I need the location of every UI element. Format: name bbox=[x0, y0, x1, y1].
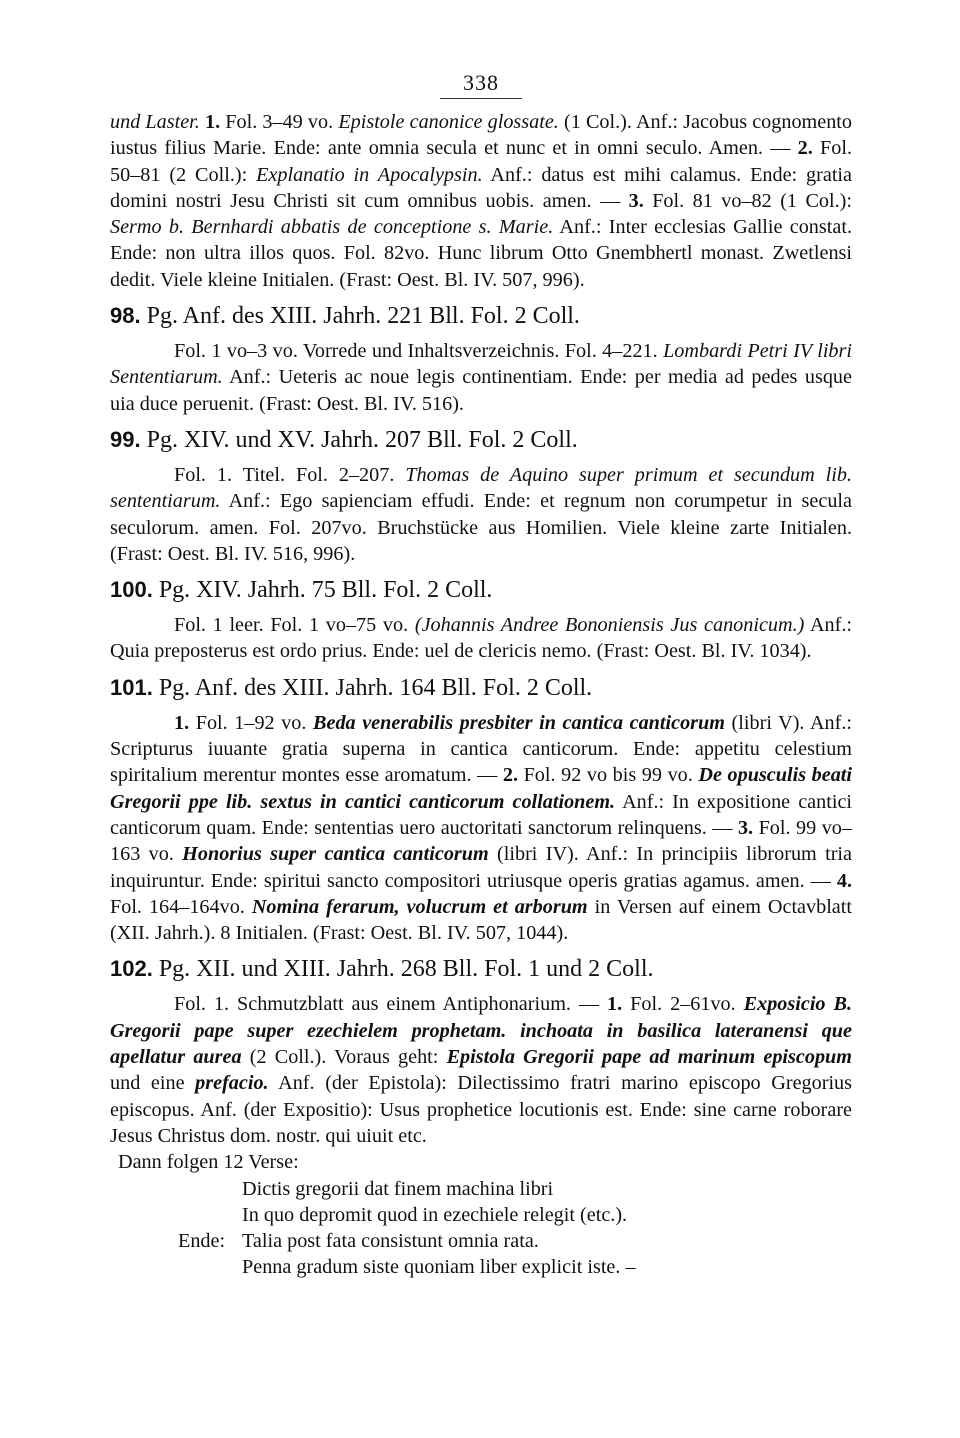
text-segment: De opusculis beati Gregorii ppe lib. sextus in cantici canticorum collationem. bbox=[110, 764, 853, 813]
text-segment: Exposicio B. Gregorii pape super ezechielem prophetam. inchoata in basilica lateranensi que apellatur aurea bbox=[110, 993, 852, 1069]
text-segment: Anf.: datus est mihi calamus. Ende: gratia domini nostri Jesu Christi sit cum omnibus uobis. amen. — bbox=[110, 163, 853, 212]
entry-heading-text: Pg. Anf. des XIII. Jahrh. 164 Bll. Fol. 2 Coll. bbox=[158, 674, 593, 701]
text-segment: Epistola Gregorii pape ad marinum episcopum bbox=[446, 1046, 852, 1069]
entry-description bbox=[110, 710, 852, 947]
text-segment: und Laster. bbox=[110, 111, 200, 133]
text-segment: 2. bbox=[502, 764, 518, 787]
text-segment: Fol. 50–81 (2 Coll.): bbox=[110, 137, 852, 186]
text-segment: Fol. 81 vo–82 (1 Col.): bbox=[643, 189, 853, 212]
text-segment: Fol. 2–61vo. bbox=[622, 993, 744, 1016]
entry-number: 102. bbox=[110, 956, 153, 982]
text-segment: 2. bbox=[797, 137, 813, 160]
book-page bbox=[110, 70, 852, 1281]
text-segment: Nomina ferarum, volucrum et arborum bbox=[251, 895, 588, 918]
entry-heading bbox=[110, 301, 852, 331]
text-segment: Fol. 1. Schmutzblatt aus einem Antiphonarium. — bbox=[174, 993, 608, 1016]
entry-100 bbox=[110, 575, 852, 665]
verse-line: Penna gradum siste quoniam liber explicit iste. – bbox=[242, 1256, 636, 1279]
text-segment: (Johannis Andree Bononiensis Jus canonicum.) bbox=[414, 614, 805, 637]
entry-98 bbox=[110, 301, 852, 417]
verse-line: In quo depromit quod in ezechiele relegit (etc.). bbox=[242, 1203, 628, 1226]
entry-number: 101. bbox=[110, 674, 153, 700]
text-segment: Fol. 92 vo bis 99 vo. bbox=[518, 764, 699, 787]
entry-description bbox=[110, 612, 852, 665]
text-segment: Anf.: Ueteris ac noue legis continentiam. Ende: per media ad pedes usque uia duce peruenit. (Frast: Oest. Bl. IV. 516). bbox=[110, 366, 852, 415]
text-segment: (1 Col.). Anf.: Jacobus cognomento iustus filius Marie. Ende: ante omnia secula et nunc et in omni seculo. Amen. — bbox=[110, 111, 853, 160]
ende-verse-line bbox=[110, 1228, 852, 1254]
verse-line: Dictis gregorii dat finem machina libri bbox=[242, 1177, 554, 1200]
entry-description bbox=[110, 991, 852, 1149]
text-segment: (libri V). Anf.: Scripturus iuuante gratia superna in cantica canticorum. Ende: appetitu celestium spiritalium merentur montes esse aromatum. — bbox=[110, 711, 852, 787]
text-segment: 1. bbox=[607, 993, 623, 1016]
text-segment: 3. bbox=[737, 816, 754, 839]
text-segment: Honorius super cantica canticorum bbox=[182, 843, 489, 866]
text-segment: Fol. 164–164vo. bbox=[110, 895, 252, 918]
text-segment: Sermo b. Bernhardi abbatis de conceptione s. Marie. bbox=[110, 216, 554, 239]
entry-number: 99. bbox=[110, 426, 141, 452]
text-segment: Anf.: Inter ecclesias Gallie constat. Ende: non ultra illos quos. Fol. 82vo. Hunc librum Otto Gnembhertl monast. Zwetlensi dedit. Viele kleine Initialen. (Frast: Oest. Bl. IV. 507, 996). bbox=[110, 216, 852, 291]
entry-number: 100. bbox=[110, 577, 153, 603]
text-segment: und eine bbox=[110, 1072, 196, 1095]
text-segment: Epistole canonice glossate. bbox=[338, 111, 559, 133]
text-segment: Lombardi Petri IV libri Sententiarum. bbox=[110, 340, 852, 389]
text-segment: Thomas de Aquino super primum et secundum lib. sententiarum. bbox=[110, 463, 852, 513]
text-segment: 1. bbox=[205, 111, 221, 133]
text-segment: 4. bbox=[836, 869, 852, 892]
text-segment: (libri IV). Anf.: In principiis librorum tria inquiruntur. Ende: spiritui sancto compositori utriusque operis gratias agamus. amen. — bbox=[110, 843, 852, 892]
entry-102 bbox=[110, 954, 852, 1280]
text-segment: Fol. 1 vo–3 vo. Vorrede und Inhaltsverzeichnis. Fol. 4–221. bbox=[174, 340, 664, 363]
text-segment: Explanatio in Apocalypsin. bbox=[256, 163, 483, 186]
entry-description bbox=[110, 462, 852, 567]
entry-heading bbox=[110, 575, 852, 605]
ende-label: Ende: bbox=[178, 1230, 226, 1253]
text-segment: Anf.: In expositione cantici canticorum quam. Ende: sententias uero auctoritati sanctorum relinquens. — bbox=[110, 790, 853, 839]
text-segment: Anf. (der Epistola): Dilectissimo fratri marino episcopo Gregorius episcopus. Anf. (der Expositio): Usus prophetice locutionis est. Ende: sine carne roborare Jesus Christus dom. nostr. qui uiuit etc. bbox=[110, 1072, 853, 1147]
text-segment: Fol. 1. Titel. Fol. 2–207. bbox=[174, 463, 406, 486]
entry-heading-text: Pg. XIV. und XV. Jahrh. 207 Bll. Fol. 2 Coll. bbox=[146, 426, 578, 453]
entry-heading-text: Pg. Anf. des XIII. Jahrh. 221 Bll. Fol. 2 Coll. bbox=[146, 303, 580, 330]
entry-heading bbox=[110, 425, 852, 455]
entry-heading bbox=[110, 954, 852, 984]
entry-heading-text: Pg. XIV. Jahrh. 75 Bll. Fol. 2 Coll. bbox=[158, 577, 493, 604]
entry-heading bbox=[110, 673, 852, 703]
entry-heading-text: Pg. XII. und XIII. Jahrh. 268 Bll. Fol. 1 und 2 Coll. bbox=[158, 956, 654, 983]
text-segment: Fol. 1–92 vo. bbox=[189, 711, 314, 734]
text-segment: in Versen auf einem Octavblatt (XII. Jahrh.). 8 Initialen. (Frast: Oest. Bl. IV. 507, 1044). bbox=[110, 895, 852, 945]
text-segment: 3. bbox=[628, 189, 644, 212]
verse-intro: Dann folgen 12 Verse: bbox=[118, 1151, 299, 1174]
text-segment: Beda venerabilis presbiter in cantica canticorum bbox=[313, 711, 725, 734]
text-segment: 1. bbox=[174, 711, 190, 734]
text-segment: (2 Coll.). Voraus geht: bbox=[241, 1046, 447, 1069]
text-segment: Fol. 3–49 vo. bbox=[220, 111, 339, 133]
page-number: 338 bbox=[440, 70, 522, 99]
verse-text: Talia post fata consistunt omnia rata. bbox=[242, 1230, 539, 1253]
entry-99 bbox=[110, 425, 852, 567]
entry-description bbox=[110, 338, 852, 417]
text-segment: prefacio. bbox=[195, 1072, 269, 1095]
text-segment: Fol. 1 leer. Fol. 1 vo–75 vo. bbox=[174, 614, 415, 637]
text-segment: Fol. 99 vo–163 vo. bbox=[110, 816, 852, 866]
entry-number: 98. bbox=[110, 303, 141, 329]
entry-101 bbox=[110, 673, 852, 947]
text-segment: Anf.: Quia preposterus est ordo prius. Ende: uel de clericis nemo. (Frast: Oest. Bl. IV. 1034). bbox=[110, 614, 853, 663]
intro-paragraph bbox=[110, 109, 852, 293]
text-segment: Anf.: Ego sapienciam effudi. Ende: et regnum non corumpetur in secula seculorum. amen. Fol. 207vo. Bruchstücke aus Homilien. Viele kleine zarte Initialen. (Frast: Oest. Bl. IV. 516, 996). bbox=[110, 490, 852, 565]
